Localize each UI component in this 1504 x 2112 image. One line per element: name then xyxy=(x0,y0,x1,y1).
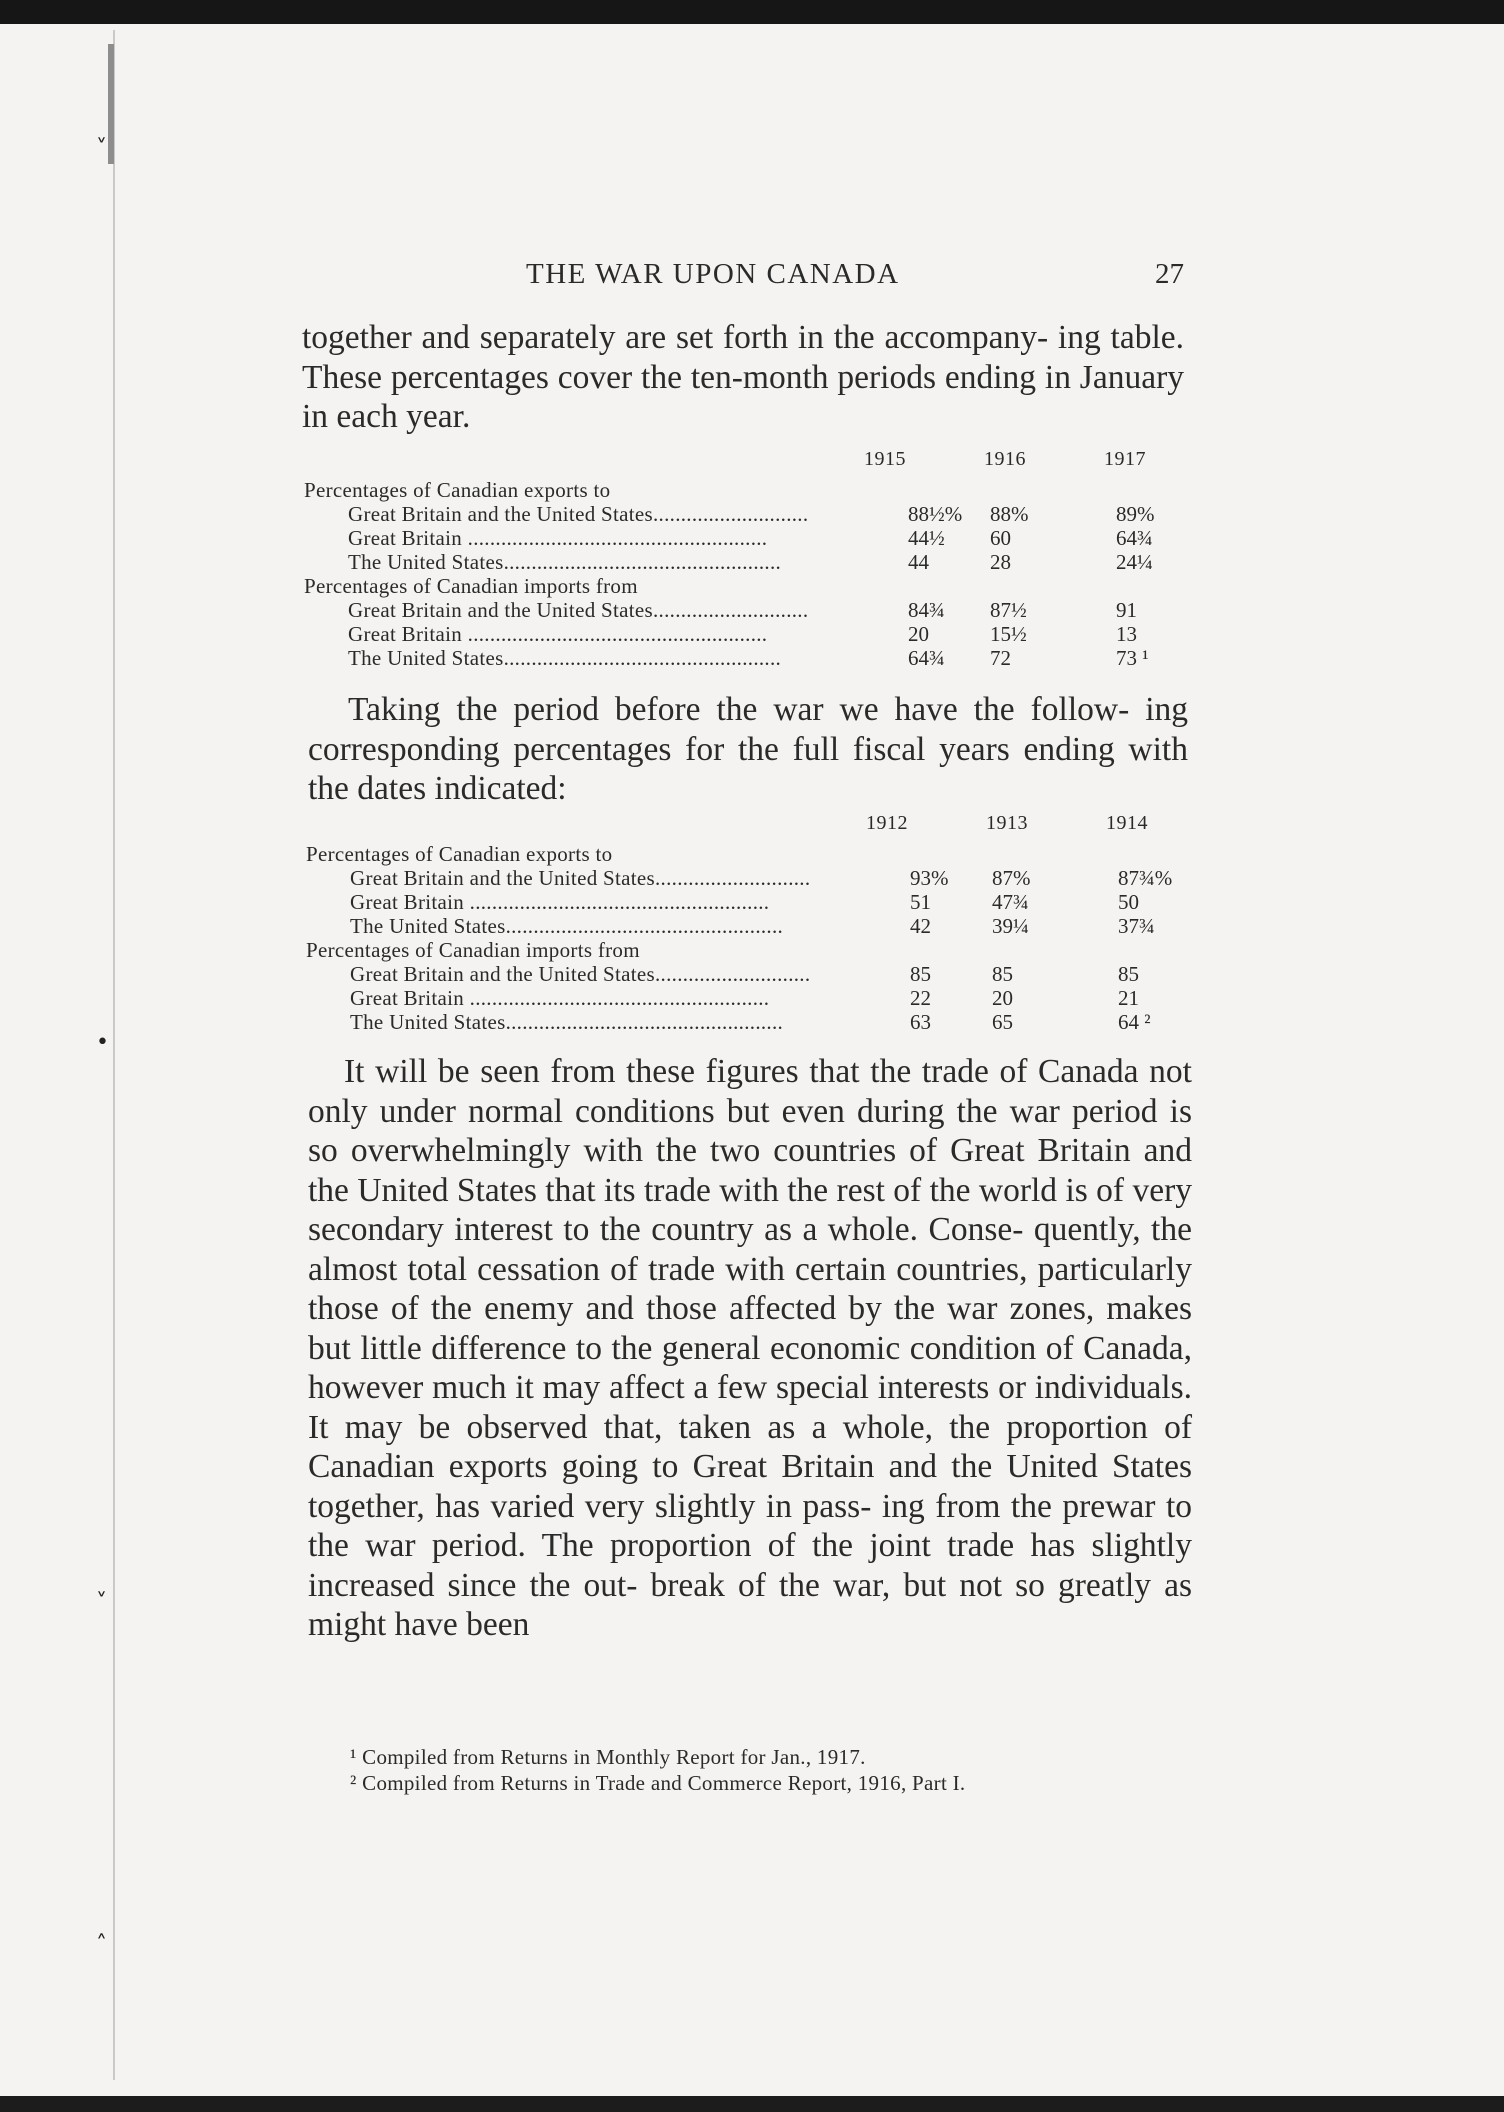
year-heading: 1912 xyxy=(866,812,908,834)
cell-value: 64¾ xyxy=(908,646,945,670)
row-label: Great Britain and the United States............................ xyxy=(348,502,809,526)
row-label: Great Britain ...................................................... xyxy=(348,622,768,646)
table-row xyxy=(306,866,1188,890)
running-title: THE WAR UPON CANADA xyxy=(526,258,900,290)
section-heading: Percentages of Canadian imports from xyxy=(304,574,638,598)
year-heading: 1917 xyxy=(1104,448,1146,470)
row-label: Great Britain and the United States............................ xyxy=(350,962,811,986)
cell-value: 21 xyxy=(1118,986,1139,1010)
cell-value: 51 xyxy=(910,890,931,914)
cell-value: 72 xyxy=(990,646,1011,670)
cell-value: 50 xyxy=(1118,890,1139,914)
cell-value: 63 xyxy=(910,1010,931,1034)
cell-value: 47¾ xyxy=(992,890,1029,914)
row-label: The United States.................................................. xyxy=(350,914,784,938)
footnote: ² Compiled from Returns in Trade and Commerce Report, 1916, Part I. xyxy=(350,1771,966,1795)
table-row xyxy=(306,914,1188,938)
cell-value: 20 xyxy=(908,622,929,646)
table-row xyxy=(306,1010,1188,1034)
binding-mark-icon: ˅ xyxy=(96,1590,107,1615)
table-row xyxy=(304,646,1184,670)
section-heading: Percentages of Canadian exports to xyxy=(304,478,611,502)
cell-value: 28 xyxy=(990,550,1011,574)
row-label: The United States.................................................. xyxy=(348,646,782,670)
table-prewar-percentages xyxy=(306,812,1188,1034)
table-row xyxy=(306,962,1188,986)
row-label: Great Britain and the United States............................ xyxy=(348,598,809,622)
row-label: The United States.................................................. xyxy=(350,1010,784,1034)
paragraph-prewar: Taking the period before the war we have the follow- ing corresponding percentages for the full fiscal years ending with the dates indicated: xyxy=(308,691,1188,807)
table-row xyxy=(304,622,1184,646)
table-wartime-percentages xyxy=(304,448,1184,670)
cell-value: 73 ¹ xyxy=(1116,646,1149,670)
cell-value: 64 ² xyxy=(1118,1010,1151,1034)
row-label: Great Britain ...................................................... xyxy=(350,890,770,914)
spine-shadow xyxy=(108,44,114,164)
cell-value: 88% xyxy=(990,502,1029,526)
table-year-header xyxy=(304,448,1184,478)
section-heading: Percentages of Canadian exports to xyxy=(306,842,613,866)
cell-value: 39¼ xyxy=(992,914,1029,938)
cell-value: 37¾ xyxy=(1118,914,1155,938)
cell-value: 84¾ xyxy=(908,598,945,622)
binding-mark-icon: • xyxy=(96,1030,109,1055)
scan-top-border xyxy=(0,0,1504,24)
table-year-header xyxy=(306,812,1188,842)
table-row xyxy=(304,502,1184,526)
row-label: Great Britain ...................................................... xyxy=(350,986,770,1010)
binding-mark-icon: ˄ xyxy=(96,1932,107,1957)
cell-value: 15½ xyxy=(990,622,1027,646)
table-row xyxy=(304,526,1184,550)
cell-value: 89% xyxy=(1116,502,1155,526)
table-row xyxy=(304,598,1184,622)
cell-value: 87½ xyxy=(990,598,1027,622)
cell-value: 88½% xyxy=(908,502,963,526)
cell-value: 42 xyxy=(910,914,931,938)
binding-mark-icon: ˅ xyxy=(96,136,107,161)
spine-line xyxy=(113,30,115,2080)
footnote: ¹ Compiled from Returns in Monthly Report for Jan., 1917. xyxy=(350,1745,866,1769)
row-label: The United States.................................................. xyxy=(348,550,782,574)
table-row xyxy=(306,986,1188,1010)
cell-value: 44 xyxy=(908,550,929,574)
section-heading: Percentages of Canadian imports from xyxy=(306,938,640,962)
cell-value: 93% xyxy=(910,866,949,890)
cell-value: 87¾% xyxy=(1118,866,1173,890)
cell-value: 20 xyxy=(992,986,1013,1010)
cell-value: 44½ xyxy=(908,526,945,550)
cell-value: 85 xyxy=(1118,962,1139,986)
row-label: Great Britain and the United States............................ xyxy=(350,866,811,890)
year-heading: 1916 xyxy=(984,448,1026,470)
paragraph-intro: together and separately are set forth in the accompany- ing table. These percentages cover the ten-month periods ending in January in each year. xyxy=(302,319,1184,435)
cell-value: 24¼ xyxy=(1116,550,1153,574)
page-header xyxy=(308,258,1184,298)
cell-value: 65 xyxy=(992,1010,1013,1034)
book-spine-edge xyxy=(108,30,120,2080)
cell-value: 87% xyxy=(992,866,1031,890)
year-heading: 1914 xyxy=(1106,812,1148,834)
cell-value: 64¾ xyxy=(1116,526,1153,550)
year-heading: 1915 xyxy=(864,448,906,470)
scan-bottom-border xyxy=(0,2096,1504,2112)
cell-value: 85 xyxy=(910,962,931,986)
paragraph-analysis: It will be seen from these figures that the trade of Canada not only under normal conditions but even during the war period is so overwhelmingly with the two countries of Great Britain and the United States that its trade with the rest of the world is of very secondary interest to the country as a whole. Conse- quently, the almost total cessation of trade with certain countries, particularly those of the enemy and those affected by the war zones, makes but little difference to the general economic condition of Canada, however much it may affect a few special interests or individuals. It may be observed that, taken as a whole, the proportion of Canadian exports going to Great Britain and the United States together, has varied very slightly in pass- ing from the prewar to the war period. The proportion of the joint trade has slightly increased since the out- break of the war, but not so greatly as might have been xyxy=(308,1053,1192,1643)
cell-value: 13 xyxy=(1116,622,1137,646)
cell-value: 60 xyxy=(990,526,1011,550)
cell-value: 85 xyxy=(992,962,1013,986)
table-row xyxy=(306,890,1188,914)
year-heading: 1913 xyxy=(986,812,1028,834)
row-label: Great Britain ...................................................... xyxy=(348,526,768,550)
footnotes xyxy=(350,1744,1190,1796)
table-row xyxy=(304,550,1184,574)
cell-value: 91 xyxy=(1116,598,1137,622)
cell-value: 22 xyxy=(910,986,931,1010)
page-number: 27 xyxy=(1155,258,1184,290)
